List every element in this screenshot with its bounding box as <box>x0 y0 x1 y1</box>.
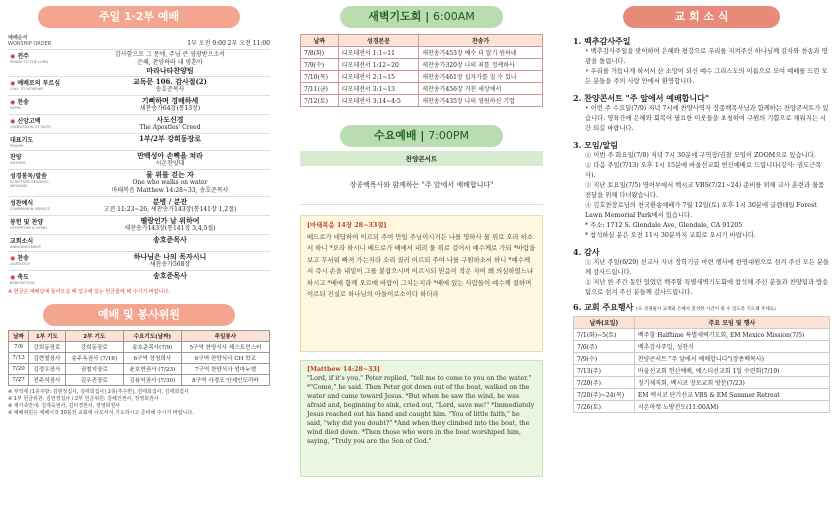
order-item-label <box>8 115 70 133</box>
dawn-cell: 7/12(토) <box>301 95 339 107</box>
korean-scripture <box>300 215 543 352</box>
service-note: ※ 1부 헌금위원: 김연정집사 / 2부 헌금위원: 김혜진권사, 정영희권사 <box>8 396 159 402</box>
service-col-header: 날짜 <box>9 331 29 342</box>
schedule-cell: 백주할 Halftime 특별새벽기도회, EM Mexico Mission(7/5) <box>634 329 829 341</box>
order-item-title: ◉ 예배로의 부르심 <box>10 80 60 87</box>
dawn-prayer-title: 새벽기도회 | 6:00AM <box>340 6 503 28</box>
service-cell: 6구역 장청희사 <box>123 353 181 364</box>
order-item-subtitle: PRAYER <box>10 144 24 148</box>
schedule-cell: 백추감사주일, 성찬식 <box>634 341 829 353</box>
order-line: 고전 11:23~26, 새찬송가143장(통141장 1,2절) <box>103 206 237 213</box>
news-section-title: 3. 모임/알림 <box>573 140 618 150</box>
schedule-cell: 7/13(주) <box>574 365 635 377</box>
service-cell: 김현철장사 <box>29 353 66 364</box>
service-cell: 7/20 <box>9 364 29 375</box>
order-main: 송호준목사 <box>153 235 187 244</box>
order-row <box>8 95 270 114</box>
order-item-title: ◉ 신앙고백 <box>10 118 41 125</box>
order-item-title: 교회소식 <box>10 238 34 245</box>
service-cell: 권철지장로 <box>65 364 123 375</box>
news-section-body <box>573 258 830 298</box>
order-item-label <box>8 50 70 76</box>
bullet-icon: • <box>585 48 591 55</box>
news-item: ① 이번 주 화요일(7/8) 저녁 7시 30분에 구역장/권찰 모임이 ZOOM으로 있습니다. <box>585 152 816 159</box>
order-item-content <box>70 235 270 251</box>
order-row <box>8 251 270 270</box>
service-cell: 7/6 <box>9 342 29 353</box>
service-row <box>9 353 270 364</box>
order-item-subtitle: PRAISE TO THE LORD <box>10 60 49 64</box>
order-item-title: 찬양 <box>10 154 22 161</box>
wednesday-worship-title: 수요예배 | 7:00PM <box>340 125 503 147</box>
order-item-label <box>8 271 70 287</box>
schedule-cell: 바울선교회 헌신예배, 에스더선교회 1일 수련회(7/19) <box>634 365 829 377</box>
order-item-subtitle: DOXOLOGY <box>10 262 30 266</box>
service-note: ※ 예배위원은 예배시작 30분전 교회에 나오셔서 기도하시고 준비해 주시기 바랍니다. <box>8 410 194 416</box>
order-line: 마태복음 Matthew 14:28~33, 송호준목사 <box>111 187 229 194</box>
news-item: • 우리를 거듭나게 하셔서 산 소망이 되신 예수 그리스도의 이름으로 모여 예배를 드린 모든 분들을 주의 사랑 안에서 환영합니다. <box>585 68 828 85</box>
order-item-label <box>8 216 70 234</box>
schedule-cell: 7/20(주) <box>574 377 635 389</box>
order-item-label <box>8 151 70 169</box>
order-item-subtitle: COMMUNION SERVICE <box>10 207 50 211</box>
order-item-content <box>70 197 270 215</box>
order-main: 마라나타찬양팀 <box>146 66 194 75</box>
order-line: One who walks on water <box>132 179 208 186</box>
order-row <box>8 49 270 76</box>
dawn-row <box>301 71 543 83</box>
korean-scripture-ref: [마태복음 14장 28~33절] <box>307 221 387 229</box>
order-line: 은혜, 찬양하라 내 영혼아 <box>137 59 203 66</box>
order-main: 하나님은 나의 목자시니 <box>133 252 207 261</box>
order-item-label <box>8 252 70 270</box>
dawn-cell: 새찬송가453장 예수 더 알기 원하네 <box>419 47 543 59</box>
order-item-label <box>8 197 70 215</box>
order-item-title: 봉헌 및 찬양 <box>10 219 44 226</box>
order-item-label <box>8 235 70 251</box>
order-row <box>8 196 270 215</box>
order-item-subtitle: SCRIPTURE READING / MESSAGE <box>10 180 51 188</box>
schedule-col-header: 주요 모임 및 행사 <box>634 317 829 329</box>
order-row <box>8 150 270 169</box>
news-section-body <box>573 151 830 241</box>
english-scripture-text: "Lord, if it's you," Peter replied, "tell me to come to you on the water." *"Come," he said. Then Peter got down out of the boat, walked on the water and came toward Jesus. *But when he saw the wind, he was afraid and, beginning to sink, cried out, "Lord, save me!" *Immediately Jesus reached out his hand and caught him. "You of little faith," he said, "why did you doubt?" *And when they climbed into the boat, the wind died down. *Then those who were in the boat worshiped him, saying, "Truly you are the Son of God." <box>307 375 535 445</box>
church-news-column <box>573 0 830 413</box>
dawn-cell: 7/9(수) <box>301 59 339 71</box>
dawn-cell: 새찬송가456장 거친 세상에서 <box>419 83 543 95</box>
worship-order-column <box>8 0 270 417</box>
news-item: * 주소: 1712 S. Glendale Ave, Glendale, CA 91205 <box>585 222 743 229</box>
news-sections <box>573 36 830 298</box>
schedule-cell: 7/6(주) <box>574 341 635 353</box>
schedule-row <box>574 329 830 341</box>
dawn-row <box>301 83 543 95</box>
order-main: 교독문 106. 감사절(2) <box>133 77 207 86</box>
service-committee-title: 예배 및 봉사위원 <box>43 304 235 326</box>
rising-mark: ◉ <box>10 53 18 60</box>
service-row <box>9 375 270 386</box>
schedule-cell: 시온마켓 노방전도(11:00AM) <box>634 401 829 413</box>
service-col-header: 수요기도(날짜) <box>123 331 181 342</box>
schedule-row <box>574 341 830 353</box>
order-item-content <box>70 170 270 196</box>
order-row <box>8 133 270 150</box>
order-item-label <box>8 77 70 95</box>
prayer-column <box>300 0 543 477</box>
order-main: 분병 / 분잔 <box>152 197 188 206</box>
order-item-content <box>70 134 270 150</box>
order-row <box>8 114 270 133</box>
dawn-col-header: 날짜 <box>301 35 339 47</box>
order-main: 펠랑인가 날 위하여 <box>140 216 200 225</box>
news-section-body <box>573 104 830 134</box>
news-section-title: 1. 백추감사주일 <box>573 36 631 46</box>
schedule-cell: 찬양콘서트 "주 앞에서 예배합니다"(장종백목사) <box>634 353 829 365</box>
rising-mark: ◉ <box>10 80 18 87</box>
news-item: • 백추감사주일을 맞이하여 은혜와 평강으로 우리를 지켜주신 하나님께 감사와 찬송과 영광을 돌립니다. <box>585 48 828 65</box>
service-cell: 7/13 <box>9 353 29 364</box>
dawn-row <box>301 95 543 107</box>
news-section <box>573 140 830 241</box>
news-item: * 참석하실 분은 오전 11시 30분까지 교회로 오시기 바랍니다. <box>585 232 757 239</box>
order-row <box>8 76 270 95</box>
order-item-content <box>70 50 270 76</box>
dawn-cell: 7/8(화) <box>301 47 339 59</box>
schedule-row <box>574 353 830 365</box>
order-line: 시온찬양대 <box>155 160 185 167</box>
service-cell: 김정우장사 <box>29 364 66 375</box>
order-item-content <box>70 77 270 95</box>
order-line: The Apostles' Creed <box>139 124 201 131</box>
order-item-content <box>70 216 270 234</box>
service-cell: 송호준목사(7/9) <box>123 342 181 353</box>
schedule-cell: 7/1(화)~5(토) <box>574 329 635 341</box>
order-label: 예배순서 <box>8 35 28 41</box>
order-main: 사도신경 <box>156 115 184 124</box>
service-cell: 김용익권사 (7/30) <box>123 375 181 386</box>
order-item-label <box>8 170 70 196</box>
news-section <box>573 247 830 298</box>
order-line: 감사함으로 그 문에, 주님 큰 영광받으소서 <box>115 51 225 58</box>
news-item: ② 지난 한 주간 동안 있었던 백주할 특별새벽기도회에 참석해 주신 분들과 찬양팀과 방송팀으로 섬겨 주신 분들께 감사드립니다. <box>585 279 829 296</box>
service-cell: 윤호현권사 (7/23) <box>123 364 181 375</box>
news-section <box>573 93 830 134</box>
order-item-title: ◉ 축도 <box>10 274 29 281</box>
service-times: 1부 오전 9:00 2부 오전 11:00 <box>187 40 270 47</box>
service-cell: 김우진장로 <box>65 375 123 386</box>
news-item: ③ 지난 토요일(7/5) 영어부에서 벡시코 VBS(7/21~24) 준비를 위해 교사 훈련과 물품전달을 위해 다녀왔습니다. <box>585 182 825 199</box>
dawn-cell: 새찬송가461장 십자가를 질 수 있나 <box>419 71 543 83</box>
order-item-subtitle: HYMN <box>10 106 21 110</box>
schedule-row <box>574 365 830 377</box>
news-section-title: 2. 찬양콘서트 "주 앞에서 예배합니다" <box>573 93 710 103</box>
schedule-cell: 7/20(주)~24(목) <box>574 389 635 401</box>
order-item-content <box>70 96 270 114</box>
order-main: 송호준목사 <box>153 271 187 280</box>
dawn-cell: 디모데전서 2:1~15 <box>338 71 419 83</box>
order-item-title: 대표기도 <box>10 137 34 144</box>
service-cell: 강희동장로 <box>29 342 66 353</box>
service-cell: 5구역 찬양식사 헤스트민스터 <box>181 342 269 353</box>
order-item-title: ◉ 찬송 <box>10 255 29 262</box>
rising-mark: ◉ <box>10 274 18 281</box>
dawn-cell: 디모데전서 3:14~4:5 <box>338 95 419 107</box>
order-item-content <box>70 115 270 133</box>
order-item-content <box>70 151 270 169</box>
order-line: 송호준목사 <box>155 86 185 93</box>
order-item-label <box>8 96 70 114</box>
schedule-cell: 7/26(토) <box>574 401 635 413</box>
order-item-subtitle: ANNOUNCEMENT <box>10 245 42 249</box>
schedule-row <box>574 389 830 401</box>
news-item: ① 지난 주일(6/29) 선교사 자녀 장학기금 마련 행사에 한영대원으로 섬겨 주신 모든 분들께 감사드립니다. <box>585 259 830 276</box>
service-cell: 송주옥권사 (7/16) <box>65 353 123 364</box>
service-row <box>9 342 270 353</box>
service-cell: 7/27 <box>9 375 29 386</box>
news-section-title: 4. 감사 <box>573 247 600 257</box>
schedule-title: 6. 교회 주요행사 (※ 성경필사 교재와 은혜사 봉성한 시간이 될 수 있도록 기도해 주세요) <box>573 302 776 312</box>
order-item-title: 성경봉독/말씀 <box>10 173 47 180</box>
order-header <box>8 34 270 47</box>
dawn-cell: 새찬송가435장 나의 영원하신 기업 <box>419 95 543 107</box>
service-cell: 8구역 사경조 안세인도리바 <box>181 375 269 386</box>
offering-note: ※ 헌금은 예배당에 들어오실 때 입구에 있는 헌금함에 해 주시기 바랍니다. <box>8 289 170 295</box>
news-item: ② 다음 주일(7/13) 오후 1시 15분에 바울선교회 헌신예배로 드립니다(강사: 권도근목사). <box>585 162 822 179</box>
service-col-header: 2부 기도 <box>65 331 123 342</box>
schedule-row <box>574 401 830 413</box>
english-scripture-ref: [Matthew 14:28~33] <box>307 366 380 373</box>
service-note: ※ 새가족안내: 김재숙권사, 김미경권사, 정영희권사 <box>8 403 121 409</box>
order-item-title: 성찬예식 <box>10 200 34 207</box>
bullet-icon: • <box>585 68 591 75</box>
order-main: 기뻐하며 경배하세 <box>141 96 199 105</box>
news-item: • 이번 주 수요일(7/9) 저녁 7시에 찬양사역자 장종백목사님과 함께하는 찬양콘서트가 있습니다. 영육간에 은혜와 회복이 필요한 이웃들을 초청하여 구원의 기쁨으로 채워지는 시간 되길 바랍니다. <box>585 105 829 132</box>
schedule-cell: 7/9(수) <box>574 353 635 365</box>
order-row <box>8 234 270 251</box>
order-item-title: ◉ 찬송 <box>10 99 29 106</box>
order-line: 새찬송가568장 <box>149 261 191 268</box>
concert-title: 장종백목사와 함께하는 "주 앞에서 예배합니다" <box>300 166 543 205</box>
news-item: ④ 김호찬장로님의 천국환송예배가 7월 12일(토) 오후 1시 30분에 글렌데일 Forest Lawn Memorial Park에서 있습니다. <box>585 202 817 219</box>
order-item-subtitle: OFFERTORY & HYMN <box>10 226 47 230</box>
schedule-table <box>573 316 830 413</box>
order-row <box>8 215 270 234</box>
order-item-title: ◉ 전주 <box>10 53 29 60</box>
schedule-row <box>574 377 830 389</box>
dawn-cell: 디모데전서 1:1~11 <box>338 47 419 59</box>
service-cell: 7구역 찬양식사 엄마누엘 <box>181 364 269 375</box>
service-cell: 6구역 찬양식사 CH 학교 <box>181 353 269 364</box>
order-line: 새찬송가64장(통13장) <box>139 105 201 112</box>
korean-scripture-text: 베드로가 대답하여 이르되 주여 만일 주님이시거든 나를 명하사 물 위로 오라 하소서 하니 *오라 하시니 베드로가 배에서 내려 물 위로 걸어서 예수께로 가되 *바람을 보고 무서워 빠져 가는지라 소리 질러 이르되 주여 나를 구원하소서 하니 *예수께서 즉시 손을 내밀어 그를 붙잡으시며 이르시되 믿음이 작은 자여 왜 의심하였느냐 하시고 *배에 함께 오르매 바람이 그치는지라 *배에 있는 사람들이 예수께 절하며 이르되 진실로 하나님의 아들이로소이다 하더라 <box>307 232 536 298</box>
dawn-col-header: 찬송가 <box>419 35 543 47</box>
order-item-label <box>8 134 70 150</box>
order-main: 1부/2부 강희동장로 <box>138 134 202 143</box>
dawn-cell: 디모데전서 3:1~13 <box>338 83 419 95</box>
dawn-row <box>301 59 543 71</box>
news-section <box>573 36 830 87</box>
dawn-cell: 7/10(목) <box>301 71 339 83</box>
dawn-cell: 디모데전서 1:12~20 <box>338 59 419 71</box>
service-col-header: 1부 기도 <box>29 331 66 342</box>
service-note: ※ 부엌에 (1층주방: 김현정집사, 김태희집사) 2층(추수반), 김태희집사, 김태희집사 <box>8 389 189 395</box>
schedule-cell: EM 멕시코 단기선교 VBS & EM Summer Retreat <box>634 389 829 401</box>
rising-mark: ◉ <box>10 118 18 125</box>
service-row <box>9 364 270 375</box>
order-item-content <box>70 271 270 287</box>
service-cell: 강희동장로 <box>65 342 123 353</box>
service-col-header: 주일봉사 <box>181 331 269 342</box>
schedule-cell: 정기제직회, 벡시코 장로교회 방문(7/23) <box>634 377 829 389</box>
english-scripture <box>300 360 543 477</box>
concert-label: 찬양콘서트 <box>300 151 543 166</box>
order-item-subtitle: CONFESSION OF FAITH <box>10 125 51 129</box>
order-list <box>8 49 270 287</box>
dawn-row <box>301 47 543 59</box>
order-item-subtitle: CALL TO WORSHIP <box>10 87 44 91</box>
bullet-icon: • <box>585 105 591 112</box>
order-row <box>8 270 270 287</box>
news-section-body <box>573 47 830 87</box>
order-item-subtitle: ANTHEM <box>10 161 26 165</box>
order-row <box>8 169 270 196</box>
rising-mark: ◉ <box>10 255 18 262</box>
dawn-cell: 7/11(금) <box>301 83 339 95</box>
dawn-col-header: 성경본문 <box>338 35 419 47</box>
service-cell: 전주석장사 <box>29 375 66 386</box>
order-main: 만백성아 손뼉을 쳐라 <box>137 151 203 160</box>
order-line: 새찬송가143장(통141장 3,4,5절) <box>124 225 216 232</box>
dawn-cell: 새찬송가320장 나의 죄를 정케하사 <box>419 59 543 71</box>
sunday-worship-title: 주일 1·2부 예배 <box>38 6 240 28</box>
service-notes <box>8 389 270 417</box>
dawn-prayer-table <box>300 34 543 107</box>
church-news-title: 교 회 소 식 <box>623 6 780 28</box>
schedule-col-header: 날짜(요일) <box>574 317 635 329</box>
order-item-content <box>70 252 270 270</box>
service-table <box>8 330 270 386</box>
order-item-subtitle: BENEDICTION <box>10 281 35 285</box>
order-sub-label: WORSHIP ORDER <box>8 41 52 47</box>
order-main: 물 위를 걷는 자 <box>146 170 194 179</box>
rising-mark: ◉ <box>10 99 18 106</box>
